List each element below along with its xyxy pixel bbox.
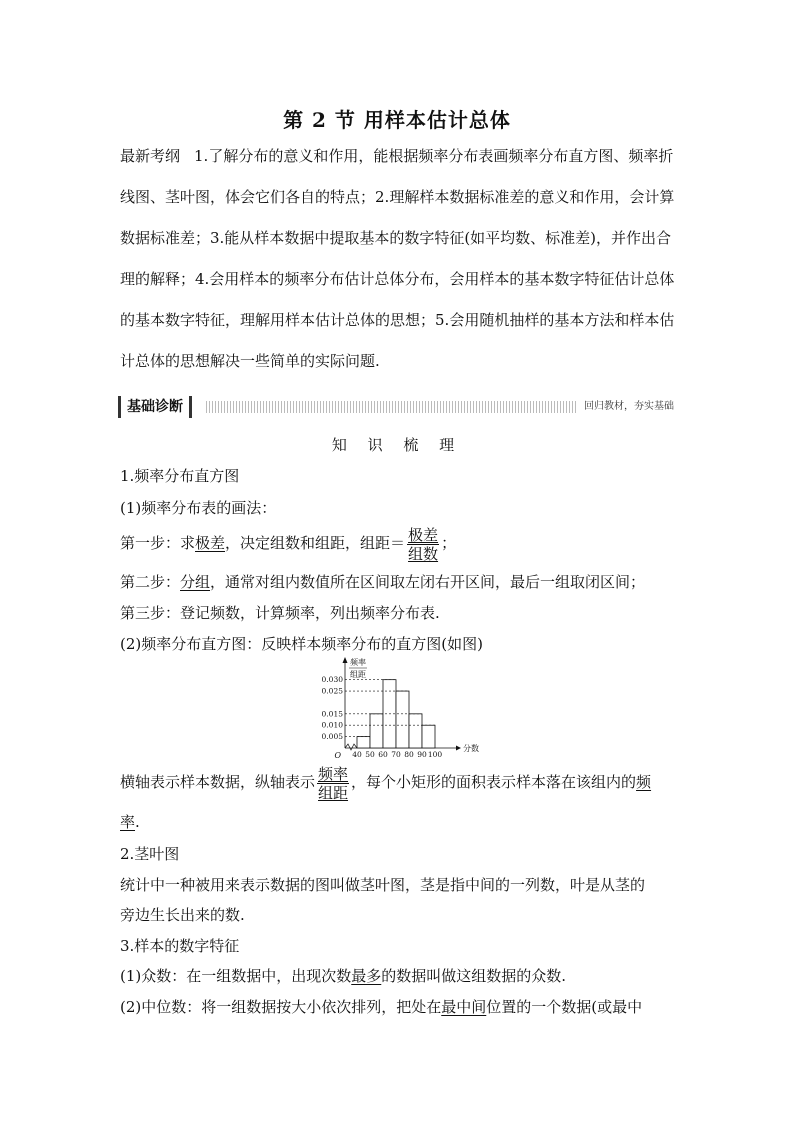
step2-line — [120, 572, 680, 592]
sec2-heading: 2.茎叶图 — [120, 845, 180, 863]
step1-line — [120, 525, 680, 563]
desc-fraction — [317, 765, 349, 802]
histogram-bar — [357, 737, 370, 748]
median-text-b: 位置的一个数据(或最中 — [486, 998, 643, 1016]
x-tick-label: 100 — [427, 750, 443, 759]
x-tick-label: 40 — [352, 750, 362, 759]
x-axis-arrow — [456, 746, 461, 751]
histogram-bar — [409, 714, 422, 748]
banner-right-text: 回归教材，夯实基础 — [576, 398, 678, 416]
step1-end: ； — [441, 534, 457, 552]
page-title: 第 2 节 用样本估计总体 — [283, 108, 511, 132]
x-tick-label: 60 — [378, 750, 388, 759]
y-axis-arrow — [343, 657, 348, 663]
y-axis-label-num: 频率 — [350, 658, 366, 667]
x-axis-label: 分数 — [463, 744, 479, 753]
median-line — [120, 997, 680, 1017]
desc-fraction-den: 组距 — [318, 783, 349, 802]
x-tick-label: 80 — [404, 750, 414, 759]
knowledge-subheading: 知 识 梳 理 — [331, 436, 463, 454]
outline-lead: 最新考纲 — [120, 147, 181, 165]
step2-text-b: ，通常对组内数值所在区间取左闭右开区间，最后一组取闭区间； — [210, 573, 646, 591]
median-underlined: 最中间 — [441, 998, 487, 1016]
desc-underlined-2: 率 — [120, 813, 136, 831]
mode-line — [120, 966, 680, 986]
y-tick-label: 0.015 — [321, 709, 343, 719]
desc-end: . — [135, 813, 140, 831]
step1-text-a: 第一步：求 — [120, 534, 196, 552]
outline-paragraph — [120, 136, 676, 382]
y-axis-label-den: 组距 — [350, 670, 366, 679]
y-tick-label: 0.025 — [321, 686, 343, 696]
desc-line-2 — [120, 812, 680, 832]
origin-label: O — [334, 751, 341, 760]
sec3-heading: 3.样本的数字特征 — [120, 937, 240, 955]
sec1-p2: (2)频率分布直方图：反映样本频率分布的直方图(如图) — [120, 635, 483, 653]
histogram-bar — [422, 725, 435, 748]
desc-fraction-num: 频率 — [318, 764, 349, 783]
step1-fraction-den: 组数 — [408, 544, 439, 563]
desc-underlined-1: 频 — [636, 773, 652, 791]
sec2-line-2: 旁边生长出来的数. — [120, 906, 245, 924]
frequency-histogram — [300, 656, 490, 766]
desc-text-b: ，每个小矩形的面积表示样本落在该组内的 — [351, 773, 637, 791]
step1-fraction-num: 极差 — [408, 525, 439, 544]
step2-text-a: 第二步： — [120, 573, 181, 591]
mode-underlined: 最多 — [351, 967, 382, 985]
sec1-heading: 1.频率分布直方图 — [120, 467, 240, 485]
banner-tag: 基础诊断 — [118, 396, 192, 418]
y-tick-label: 0.005 — [321, 732, 343, 742]
x-tick-label: 70 — [391, 750, 401, 759]
histogram-bar — [396, 691, 409, 748]
x-tick-label: 50 — [365, 750, 375, 759]
median-text-a: (2)中位数：将一组数据按大小依次排列，把处在 — [120, 998, 442, 1016]
step1-underlined: 极差 — [195, 534, 226, 552]
y-tick-label: 0.010 — [321, 720, 343, 730]
step2-underlined: 分组 — [180, 573, 211, 591]
step1-text-b: ，决定组数和组距，组距＝ — [225, 534, 406, 552]
desc-line — [120, 764, 680, 802]
sec1-p1: (1)频率分布表的画法： — [120, 499, 277, 517]
step1-fraction — [407, 526, 439, 563]
desc-text-a: 横轴表示样本数据，纵轴表示 — [120, 773, 316, 791]
histogram-bar — [370, 714, 383, 748]
sec2-line-1: 统计中一种被用来表示数据的图叫做茎叶图，茎是指中间的一列数，叶是从茎的 — [120, 876, 646, 894]
mode-text-a: (1)众数：在一组数据中，出现次数 — [120, 967, 352, 985]
outline-text: 1.了解分布的意义和作用，能根据频率分布表画频率分布直方图、频率折线图、茎叶图，体会它们各自的特点；2.理解样本数据标准差的意义和作用，会计算数据标准差；3.能从样本数据中提取基本的数字特征(如平均数、标准差)，并作出合理的解释；4.会用样本的频率分布估计总体分布，会用样本的基本数字特征估计总体的基本数字特征，理解用样本估计总体的思想；5.会用随机抽样的基本方法和样本估计总体的思想解决一些简单的实际问题. — [120, 147, 675, 370]
mode-text-b: 的数据叫做这组数据的众数. — [381, 967, 567, 985]
y-tick-label: 0.030 — [321, 675, 343, 685]
section-banner — [118, 396, 678, 418]
x-tick-label: 90 — [417, 750, 427, 759]
step3-line: 第三步：登记频数，计算频率，列出频率分布表. — [120, 604, 440, 622]
